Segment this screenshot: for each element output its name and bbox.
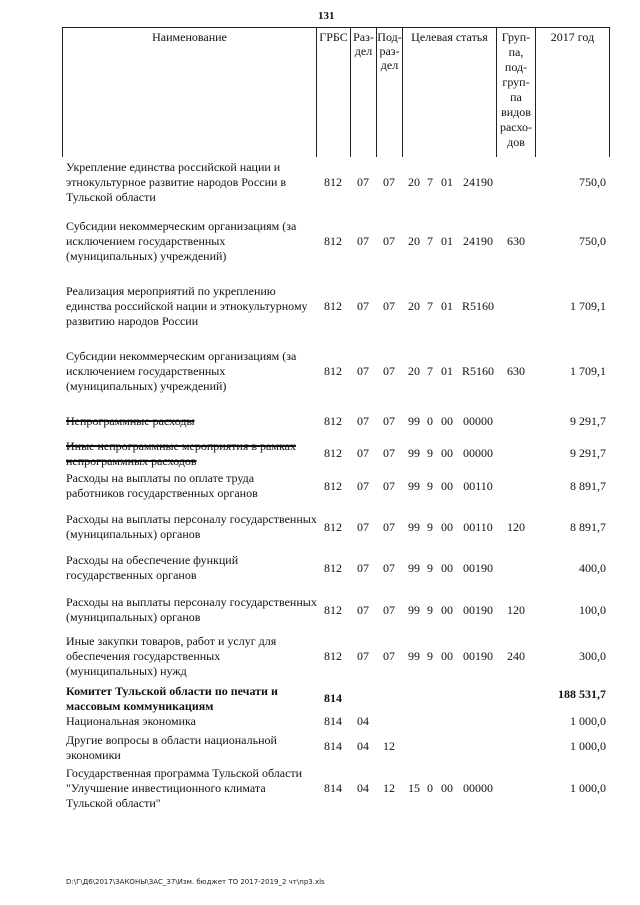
row-t3: 00 <box>441 520 453 534</box>
row-name: Другие вопросы в области национальной экономики <box>66 733 277 762</box>
row-grbs: 812 <box>324 649 342 663</box>
header-target: Целевая статья <box>411 30 488 44</box>
file-path-footer: D:\Г\Д6\2017\ЗАКОНЫ\ЗАС_37\Изм. бюджет ТО 2017-2019_2 чт\пр3.xls <box>66 878 325 886</box>
row-pr: 07 <box>383 364 395 378</box>
row-t4: 00000 <box>463 446 493 460</box>
header-podrazdel: Под- раз- дел <box>377 30 402 72</box>
row-sum: 8 891,7 <box>570 520 606 534</box>
row-t2: 9 <box>427 603 433 617</box>
row-sum: 1 000,0 <box>570 781 606 795</box>
header-top-border <box>62 27 610 28</box>
row-grbs: 812 <box>324 299 342 313</box>
row-t3: 01 <box>441 234 453 248</box>
row-name: Расходы на выплаты по оплате труда работников государственных органов <box>66 471 258 500</box>
row-grbs: 812 <box>324 520 342 534</box>
row-grbs: 812 <box>324 479 342 493</box>
row-pr: 07 <box>383 649 395 663</box>
row-sum: 100,0 <box>579 603 606 617</box>
row-t4: 00000 <box>463 414 493 428</box>
header-divider <box>609 27 610 157</box>
row-t4: 00110 <box>463 479 493 493</box>
row-sum: 300,0 <box>579 649 606 663</box>
row-name: Непрограммные расходы <box>66 414 195 428</box>
row-pr: 07 <box>383 561 395 575</box>
row-vr: 120 <box>507 520 525 534</box>
row-rz: 07 <box>357 561 369 575</box>
row-rz: 07 <box>357 446 369 460</box>
row-grbs: 814 <box>324 714 342 728</box>
row-t3: 00 <box>441 414 453 428</box>
row-t2: 0 <box>427 414 433 428</box>
row-rz: 04 <box>357 714 369 728</box>
row-t2: 9 <box>427 446 433 460</box>
row-t3: 01 <box>441 299 453 313</box>
row-t4: 00110 <box>463 520 493 534</box>
row-sum: 1 000,0 <box>570 714 606 728</box>
row-t1: 20 <box>408 299 420 313</box>
row-t4: 00190 <box>463 561 493 575</box>
header-grbs: ГРБС <box>319 30 348 44</box>
row-rz: 07 <box>357 479 369 493</box>
row-pr: 07 <box>383 175 395 189</box>
row-rz: 07 <box>357 175 369 189</box>
row-t2: 9 <box>427 520 433 534</box>
row-name: Иные закупки товаров, работ и услуг для обеспечения государственных (муниципальных) нужд <box>66 634 277 678</box>
row-pr: 07 <box>383 414 395 428</box>
row-name: Расходы на выплаты персоналу государственных (муниципальных) органов <box>66 512 317 541</box>
row-rz: 07 <box>357 520 369 534</box>
row-sum: 750,0 <box>579 234 606 248</box>
row-grbs: 814 <box>324 691 342 705</box>
header-group: Груп- па, под- груп- па видов расхо- дов <box>499 30 533 149</box>
row-rz: 04 <box>357 781 369 795</box>
row-rz: 07 <box>357 414 369 428</box>
row-t2: 7 <box>427 299 433 313</box>
row-grbs: 812 <box>324 364 342 378</box>
row-rz: 07 <box>357 364 369 378</box>
row-grbs: 812 <box>324 175 342 189</box>
row-pr: 12 <box>383 781 395 795</box>
row-t4: R5160 <box>461 299 494 313</box>
row-name: Комитет Тульской области по печати и массовым коммуникациям <box>66 684 278 713</box>
row-vr: 630 <box>507 364 525 378</box>
row-t3: 00 <box>441 446 453 460</box>
page-number: 131 <box>318 10 335 22</box>
row-sum: 188 531,7 <box>558 687 606 701</box>
row-t1: 99 <box>408 446 420 460</box>
row-t3: 00 <box>441 603 453 617</box>
row-t1: 99 <box>408 520 420 534</box>
row-name: Субсидии некоммерческим организациям (за исключением государственных (муниципальных) учреждений) <box>66 219 297 263</box>
row-pr: 07 <box>383 479 395 493</box>
header-divider <box>62 27 63 157</box>
row-pr: 07 <box>383 603 395 617</box>
row-t1: 20 <box>408 234 420 248</box>
row-t2: 9 <box>427 561 433 575</box>
row-sum: 9 291,7 <box>570 446 606 460</box>
row-name: Расходы на выплаты персоналу государственных (муниципальных) органов <box>66 595 317 624</box>
row-grbs: 812 <box>324 446 342 460</box>
row-sum: 1 709,1 <box>570 299 606 313</box>
row-vr: 240 <box>507 649 525 663</box>
row-t3: 01 <box>441 364 453 378</box>
row-t1: 99 <box>408 479 420 493</box>
row-t1: 20 <box>408 364 420 378</box>
row-vr: 630 <box>507 234 525 248</box>
row-pr: 07 <box>383 234 395 248</box>
row-pr: 07 <box>383 446 395 460</box>
row-t1: 99 <box>408 561 420 575</box>
row-grbs: 814 <box>324 781 342 795</box>
row-t3: 00 <box>441 479 453 493</box>
header-year: 2017 год <box>550 30 595 44</box>
row-t4: 00190 <box>463 603 493 617</box>
row-t1: 99 <box>408 649 420 663</box>
row-t1: 15 <box>408 781 420 795</box>
row-name: Иные непрограммные мероприятия в рамках непрограммных расходов <box>66 439 296 468</box>
row-t2: 7 <box>427 175 433 189</box>
row-rz: 07 <box>357 299 369 313</box>
row-t3: 00 <box>441 561 453 575</box>
row-sum: 750,0 <box>579 175 606 189</box>
row-t2: 7 <box>427 234 433 248</box>
row-pr: 07 <box>383 299 395 313</box>
row-name: Расходы на обеспечение функций государственных органов <box>66 553 239 582</box>
row-sum: 8 891,7 <box>570 479 606 493</box>
row-t3: 00 <box>441 781 453 795</box>
row-t4: 24190 <box>463 234 493 248</box>
row-name: Государственная программа Тульской области "Улучшение инвестиционного климата Тульской области" <box>66 766 303 810</box>
header-divider <box>316 27 317 157</box>
row-sum: 9 291,7 <box>570 414 606 428</box>
row-sum: 1 000,0 <box>570 739 606 753</box>
row-rz: 04 <box>357 739 369 753</box>
row-vr: 120 <box>507 603 525 617</box>
row-sum: 1 709,1 <box>570 364 606 378</box>
row-name: Укрепление единства российской нации и этнокультурное развитие народов России в Тульской области <box>66 160 287 204</box>
row-t1: 99 <box>408 414 420 428</box>
row-t2: 0 <box>427 781 433 795</box>
row-name: Реализация мероприятий по укреплению единства российской нации и этнокультурному развитию народов России <box>66 284 308 328</box>
header-razdel: Раз- дел <box>353 30 374 58</box>
row-t1: 99 <box>408 603 420 617</box>
row-rz: 07 <box>357 234 369 248</box>
header-divider <box>402 27 403 157</box>
row-pr: 12 <box>383 739 395 753</box>
row-rz: 07 <box>357 649 369 663</box>
row-grbs: 812 <box>324 234 342 248</box>
row-t2: 7 <box>427 364 433 378</box>
row-t2: 9 <box>427 649 433 663</box>
row-t3: 00 <box>441 649 453 663</box>
row-name: Субсидии некоммерческим организациям (за исключением государственных (муниципальных) учреждений) <box>66 349 297 393</box>
row-t4: 24190 <box>463 175 493 189</box>
header-name: Наименование <box>152 30 227 44</box>
row-t3: 01 <box>441 175 453 189</box>
row-grbs: 812 <box>324 414 342 428</box>
row-pr: 07 <box>383 520 395 534</box>
row-t2: 9 <box>427 479 433 493</box>
row-sum: 400,0 <box>579 561 606 575</box>
row-t4: 00190 <box>463 649 493 663</box>
row-name: Национальная экономика <box>66 714 196 728</box>
row-t4: 00000 <box>463 781 493 795</box>
header-divider <box>535 27 536 157</box>
row-t4: R5160 <box>461 364 494 378</box>
row-grbs: 814 <box>324 739 342 753</box>
row-grbs: 812 <box>324 603 342 617</box>
row-rz: 07 <box>357 603 369 617</box>
row-t1: 20 <box>408 175 420 189</box>
row-grbs: 812 <box>324 561 342 575</box>
